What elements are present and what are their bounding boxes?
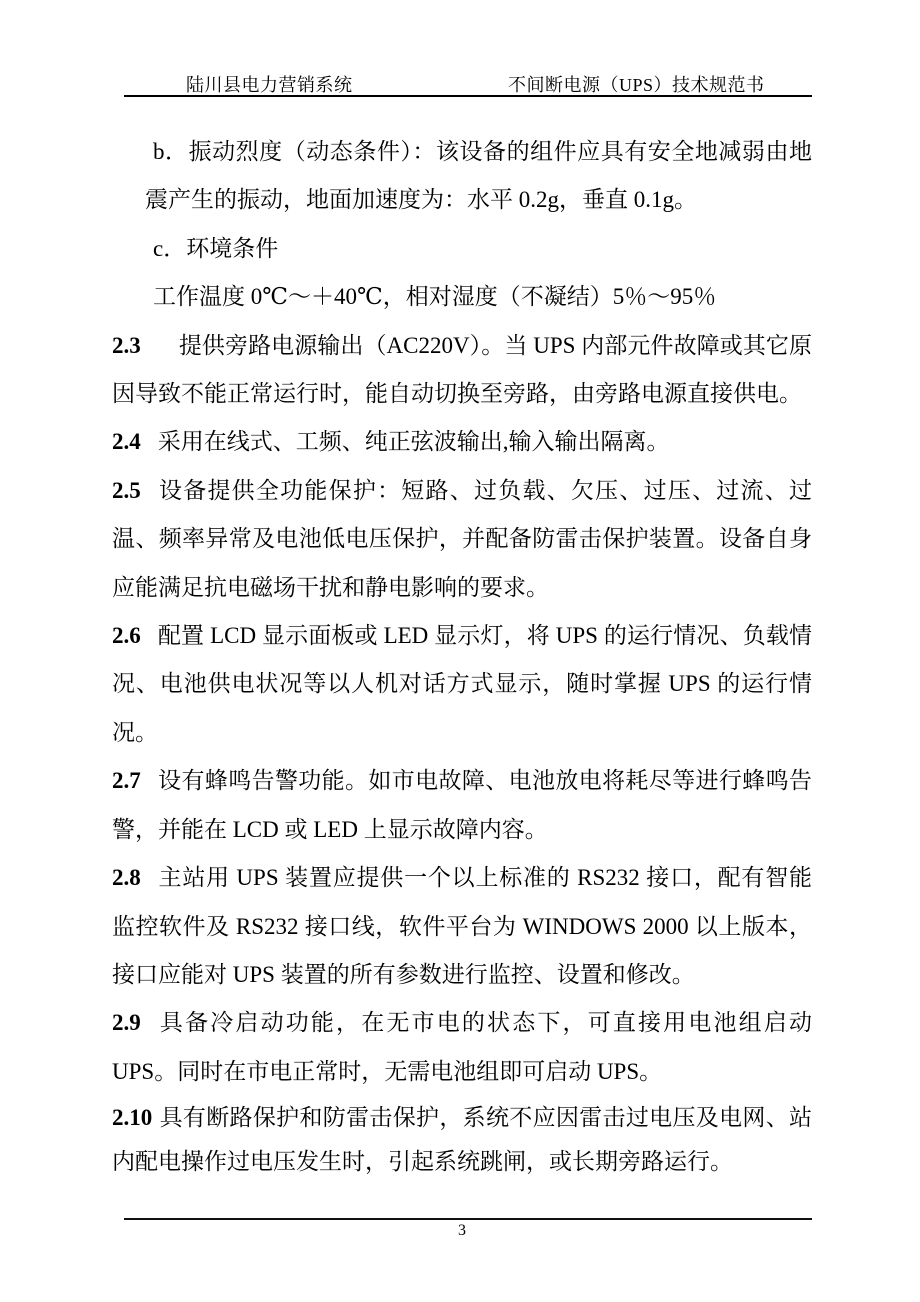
document-body <box>112 128 812 1184</box>
paragraph-text: 提供旁路电源输出（AC220V）。当 UPS 内部元件故障或其它原因导致不能正常运行时，能自动切换至旁路，由旁路电源直接供电。 <box>112 332 812 407</box>
section-number: 2.10 <box>112 1105 153 1131</box>
section-number: 2.8 <box>112 865 141 891</box>
section-number: 2.5 <box>112 477 141 503</box>
section-number: 2.4 <box>112 429 141 455</box>
footer-rule <box>124 1218 812 1220</box>
paragraph <box>112 757 812 854</box>
paragraph-text: 设有蜂鸣告警功能。如市电故障、电池放电将耗尽等进行蜂鸣告警，并能在 LCD 或 LED 上显示故障内容。 <box>112 768 812 842</box>
paragraph <box>112 612 812 757</box>
section-number: 2.3 <box>112 332 141 358</box>
paragraph-text: c．环境条件 <box>153 235 279 261</box>
paragraph-text: b．振动烈度（动态条件）：该设备的组件应具有安全地减弱由地震产生的振动，地面加速度为：水平 0.2g，垂直 0.1g。 <box>145 139 812 213</box>
paragraph <box>112 999 812 1096</box>
header-rule <box>124 95 812 97</box>
paragraph-text: 设备提供全功能保护：短路、过负载、欠压、过压、过流、过温、频率异常及电池低电压保护，并配备防雷击保护装置。设备自身应能满足抗电磁场干扰和静电影响的要求。 <box>112 477 812 600</box>
paragraph-text: 具有断路保护和防雷击保护，系统不应因雷击过电压及电网、站内配电操作过电压发生时，引起系统跳闸，或长期旁路运行。 <box>112 1105 812 1175</box>
paragraph <box>112 467 812 612</box>
paragraph-text: 采用在线式、工频、纯正弦波输出,输入输出隔离。 <box>157 429 670 455</box>
paragraph <box>112 418 812 466</box>
header-right-text: 不间断电源（UPS）技术规范书 <box>508 75 765 95</box>
header-left-text: 陆川县电力营销系统 <box>186 75 353 95</box>
paragraph-text: 工作温度 0℃～＋40℃，相对湿度（不凝结）5％～95％ <box>153 284 717 310</box>
section-number: 2.9 <box>112 1010 141 1036</box>
paragraph-text: 具备冷启动功能，在无市电的状态下，可直接用电池组启动 UPS。同时在市电正常时，无需电池组即可启动 UPS。 <box>112 1010 812 1084</box>
section-number: 2.6 <box>112 623 141 649</box>
paragraph <box>112 854 812 999</box>
paragraph <box>145 273 812 321</box>
paragraph <box>145 128 812 225</box>
paragraph <box>112 322 812 419</box>
paragraph <box>112 1096 812 1184</box>
section-number: 2.7 <box>112 768 141 794</box>
paragraph-text: 配置 LCD 显示面板或 LED 显示灯，将 UPS 的运行情况、负载情况、电池供电状况等以人机对话方式显示，随时掌握 UPS 的运行情况。 <box>112 623 812 745</box>
page-number: 3 <box>458 1222 466 1239</box>
paragraph <box>145 225 812 273</box>
paragraph-text: 主站用 UPS 装置应提供一个以上标准的 RS232 接口，配有智能监控软件及 RS232 接口线，软件平台为 WINDOWS 2000 以上版本，接口应能对 UPS 装置的所有参数进行监控、设置和修改。 <box>112 865 812 987</box>
